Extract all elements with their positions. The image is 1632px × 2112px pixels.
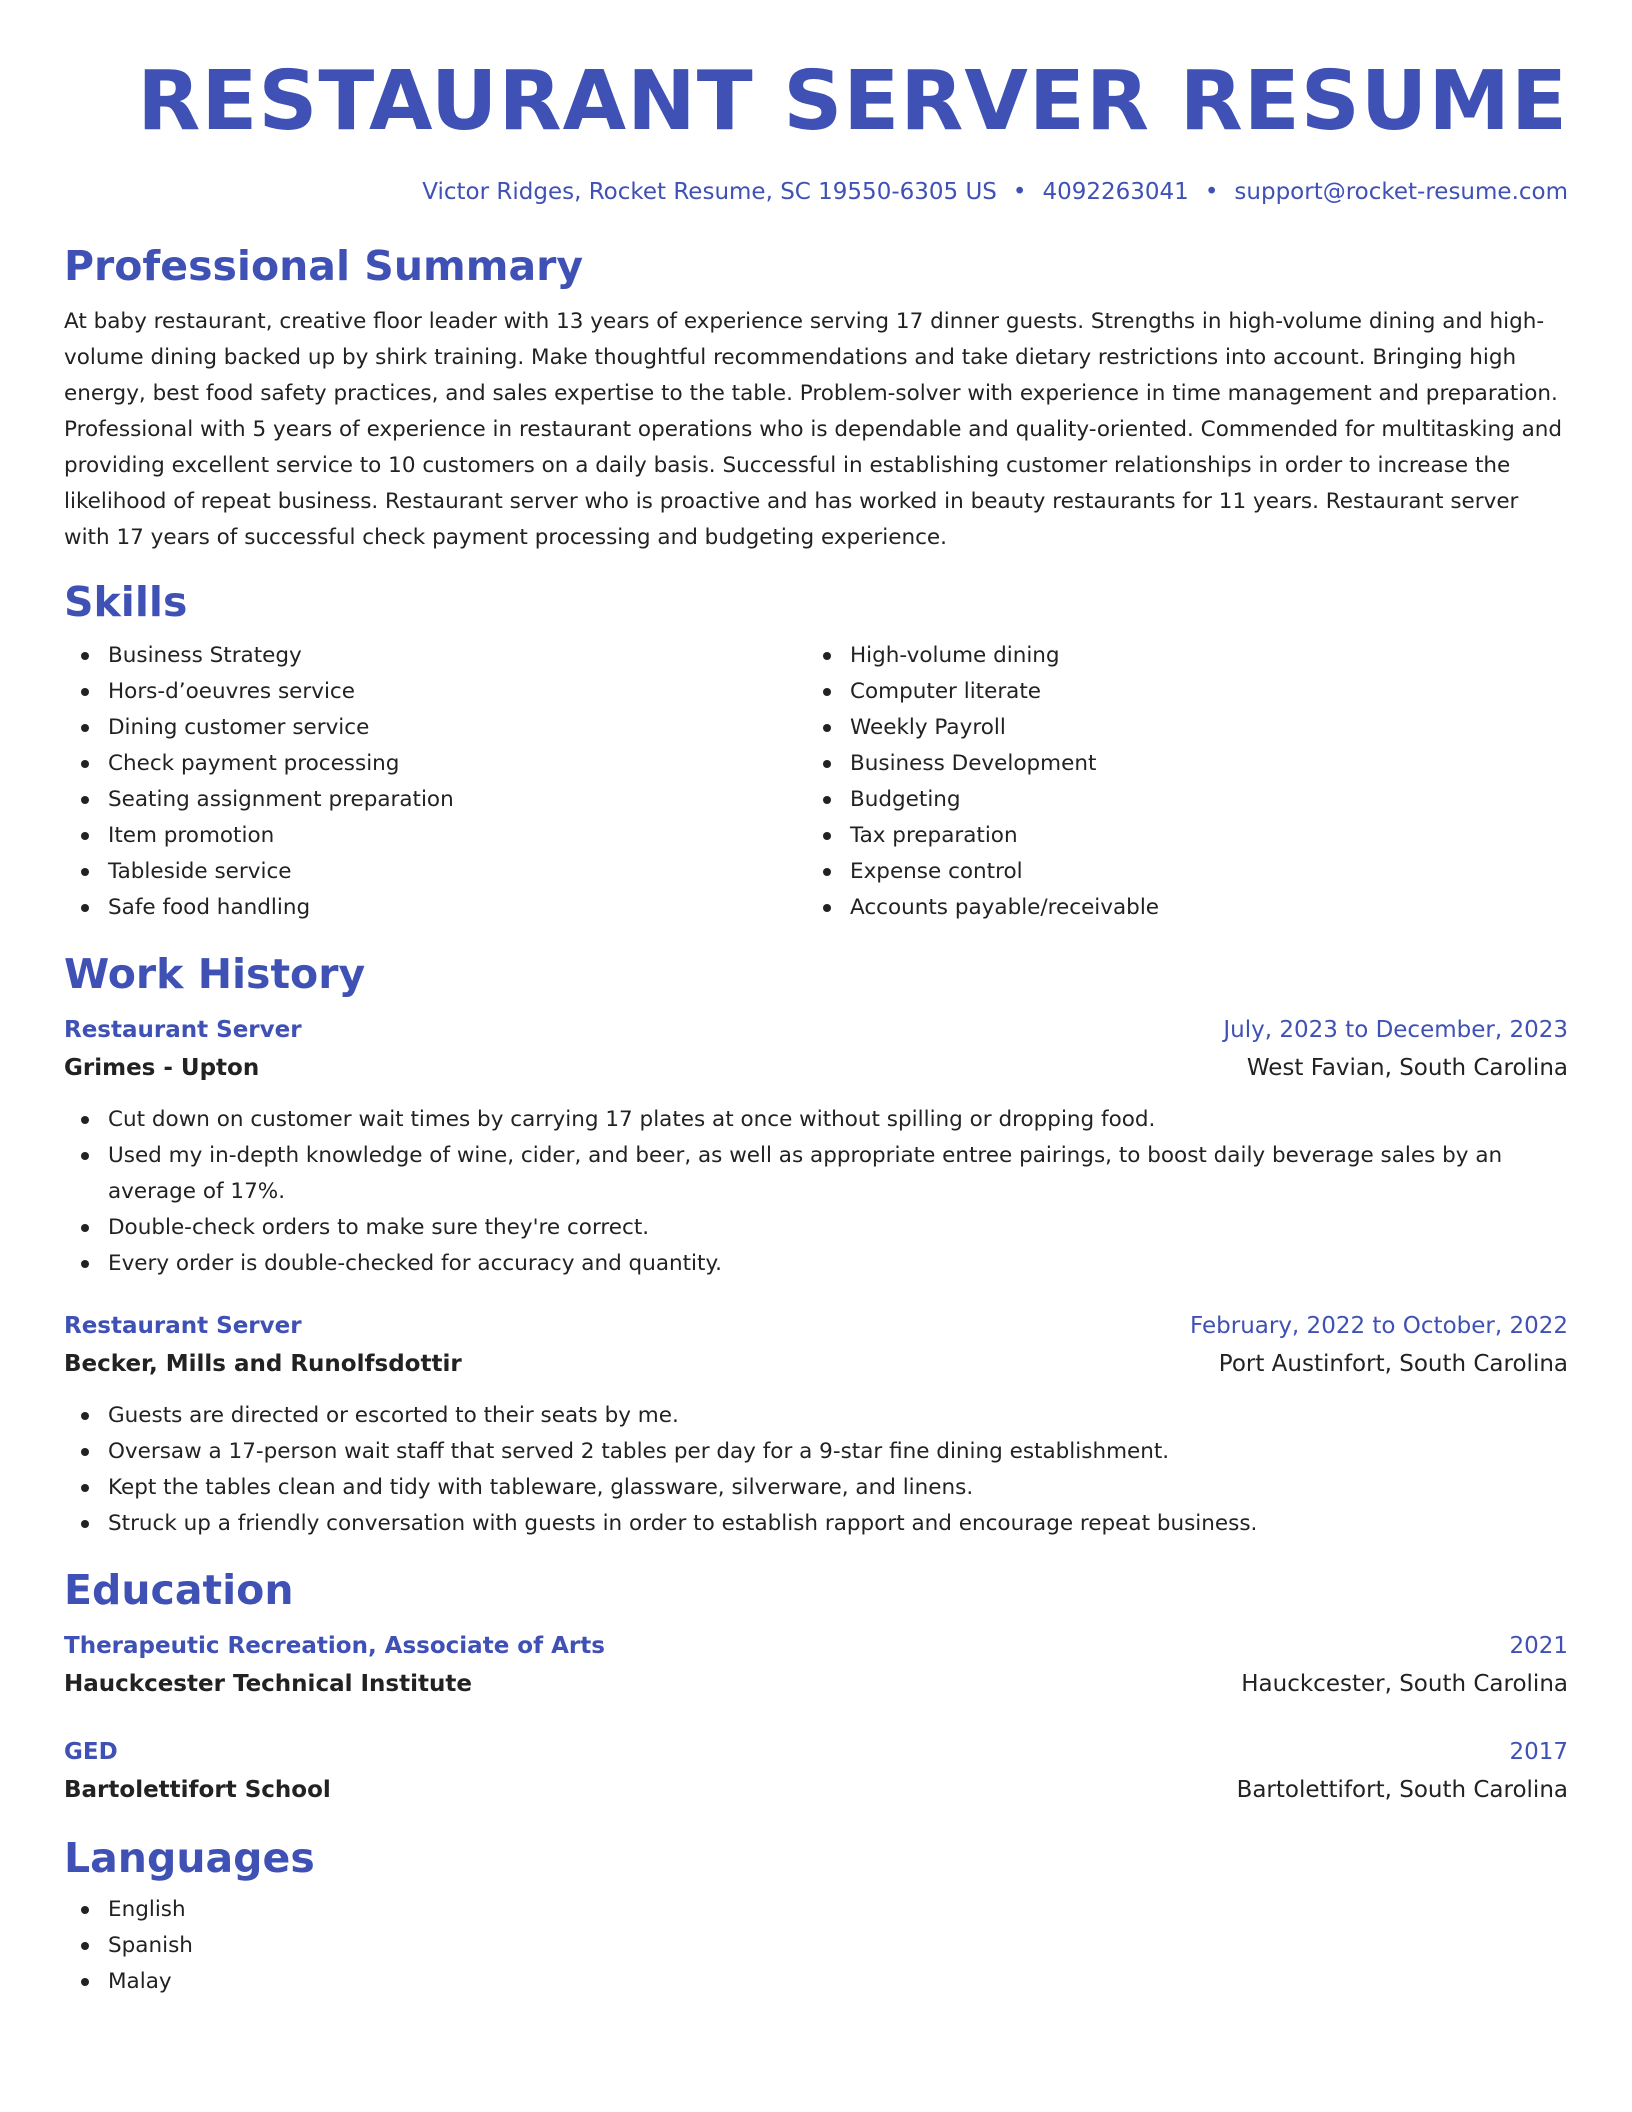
skills-left-column [64,638,806,926]
job-employer: Grimes - Upton [64,1055,260,1081]
skills-right-column [806,638,1548,926]
job-duties [64,1398,1568,1542]
work-heading: Work History [64,950,366,998]
education-entry [64,1628,1568,1704]
summary-text: At baby restaurant, creative floor leader with 13 years of experience serving 17 dinner guests. Strengths in high-volume dining and high-volume dining backed up by shirk training. Make thoughtful recommendations and take dietary restrictions into account. Bringing high energy, best food safety practices, and sales expertise to the table. Problem-solver with experience in time management and preparation. Professional with 5 years of experience in restaurant operations who is dependable and quality-oriented. Commended for multitasking and providing excellent service to 10 customers on a daily basis. Successful in establishing customer relationships in order to increase the likelihood of repeat business. Restaurant server who is proactive and has worked in beauty restaurants for 11 years. Restaurant server with 17 years of successful check payment processing and budgeting experience. [64,309,1563,550]
skill-item: Dining customer service [64,710,806,746]
job-entry [64,1012,1568,1282]
job-title: Restaurant Server [64,1313,302,1339]
education-header-row [64,1734,1568,1770]
languages-heading: Languages [64,1834,315,1882]
education-school-row [64,1770,1568,1810]
contact-phone[interactable]: 4092263041 [1042,179,1189,205]
education-degree: GED [64,1739,118,1765]
contact-separator: • [1012,179,1027,205]
contact-email[interactable]: support@rocket-resume.com [1234,179,1568,205]
resume-title: RESTAURANT SERVER RESUME [137,54,1568,149]
job-entry [64,1308,1568,1542]
education-location: Hauckcester, South Carolina [1241,1671,1568,1697]
education-header-row [64,1628,1568,1664]
job-duties [64,1102,1568,1282]
skill-item: Business Development [806,746,1548,782]
skills-list [64,638,1568,926]
language-item: English [64,1892,1568,1928]
job-duty: Double-check orders to make sure they're correct. [64,1210,1568,1246]
skill-item: Weekly Payroll [806,710,1548,746]
job-duty: Oversaw a 17-person wait staff that served 2 tables per day for a 9-star fine dining establishment. [64,1434,1568,1470]
skill-item: Seating assignment preparation [64,782,806,818]
education-school-row [64,1664,1568,1704]
contact-address: Victor Ridges, Rocket Resume, SC 19550-6305 US [422,179,997,205]
skill-item: High-volume dining [806,638,1548,674]
skill-item: Check payment processing [64,746,806,782]
education-degree: Therapeutic Recreation, Associate of Arts [64,1633,605,1659]
contact-line [64,176,1568,208]
job-header-row [64,1308,1568,1344]
job-employer-row [64,1048,1568,1088]
skill-item: Business Strategy [64,638,806,674]
contact-separator: • [1204,179,1219,205]
education-school: Hauckcester Technical Institute [64,1671,472,1697]
job-duty: Guests are directed or escorted to their seats by me. [64,1398,1568,1434]
education-location: Bartolettifort, South Carolina [1236,1777,1568,1803]
job-duty: Kept the tables clean and tidy with tableware, glassware, silverware, and linens. [64,1470,1568,1506]
education-year: 2017 [1509,1739,1568,1765]
education-heading: Education [64,1566,294,1614]
skill-item: Safe food handling [64,890,806,926]
skill-item: Hors-d’oeuvres service [64,674,806,710]
skill-item: Tax preparation [806,818,1548,854]
summary-heading: Professional Summary [64,242,584,290]
skills-heading: Skills [64,578,188,626]
language-item: Malay [64,1964,1568,2000]
skill-item: Accounts payable/receivable [806,890,1548,926]
job-duty: Every order is double-checked for accuracy and quantity. [64,1246,1568,1282]
languages-list [64,1892,1568,2000]
skill-item: Computer literate [806,674,1548,710]
job-title: Restaurant Server [64,1017,302,1043]
job-employer-row [64,1344,1568,1384]
job-location: Port Austinfort, South Carolina [1218,1351,1568,1377]
job-location: West Favian, South Carolina [1246,1055,1568,1081]
job-dates: February, 2022 to October, 2022 [1190,1313,1568,1339]
language-item: Spanish [64,1928,1568,1964]
job-employer: Becker, Mills and Runolfsdottir [64,1351,462,1377]
education-school: Bartolettifort School [64,1777,331,1803]
skill-item: Expense control [806,854,1548,890]
job-duty: Used my in-depth knowledge of wine, cider, and beer, as well as appropriate entree pairings, to boost daily beverage sales by an average of 17%. [64,1138,1568,1210]
skill-item: Tableside service [64,854,806,890]
job-duty: Cut down on customer wait times by carrying 17 plates at once without spilling or dropping food. [64,1102,1568,1138]
skill-item: Item promotion [64,818,806,854]
skill-item: Budgeting [806,782,1548,818]
education-year: 2021 [1509,1633,1568,1659]
job-header-row [64,1012,1568,1048]
education-entry [64,1734,1568,1810]
job-dates: July, 2023 to December, 2023 [1223,1017,1568,1043]
job-duty: Struck up a friendly conversation with guests in order to establish rapport and encourage repeat business. [64,1506,1568,1542]
resume-page [64,0,1568,2000]
